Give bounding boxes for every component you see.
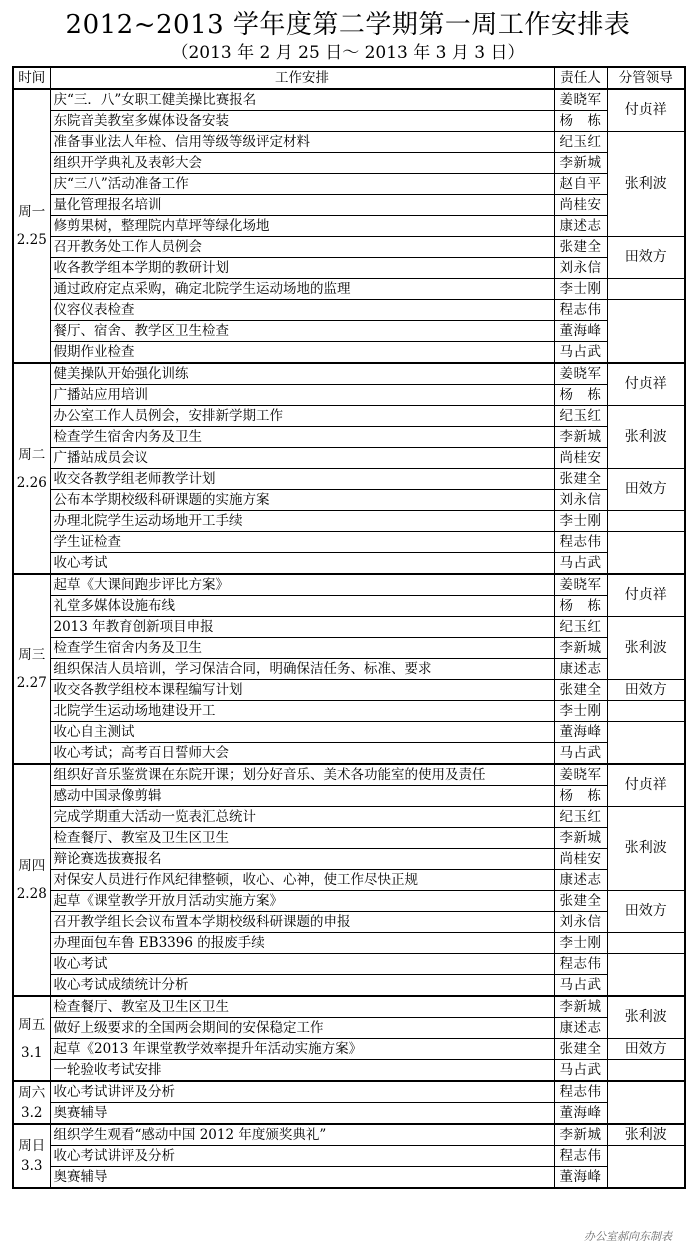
person-cell: 程志伟	[554, 1146, 607, 1167]
table-row	[13, 490, 685, 511]
leader-cell: 田效方	[607, 891, 685, 933]
person-cell: 马占武	[554, 975, 607, 997]
person-cell: 纪玉红	[554, 406, 607, 427]
task-cell: 收心考试讲评及分析	[50, 1081, 554, 1103]
table-row	[13, 1124, 685, 1146]
person-cell: 康述志	[554, 659, 607, 680]
person-cell: 李新城	[554, 828, 607, 849]
day-cell	[13, 1124, 50, 1188]
task-cell: 收心考试	[50, 553, 554, 575]
day-date: 3.1	[21, 1044, 43, 1061]
person-cell: 张建全	[554, 237, 607, 258]
table-row	[13, 111, 685, 132]
day-date: 2.28	[16, 886, 47, 902]
task-cell: 起草《大课间跑步评比方案》	[50, 574, 554, 596]
day-cell	[13, 89, 50, 363]
person-cell: 张建全	[554, 469, 607, 490]
task-cell: 起草《课堂教学开放月活动实施方案》	[50, 891, 554, 912]
task-cell: 办理面包车鲁 EB3396 的报废手续	[50, 933, 554, 954]
person-cell: 程志伟	[554, 532, 607, 553]
day-date: 2.27	[16, 675, 47, 691]
day-label: 周四	[18, 858, 46, 874]
person-cell: 李士刚	[554, 701, 607, 722]
table-row	[13, 321, 685, 342]
person-cell: 姜晓军	[554, 574, 607, 596]
person-cell: 杨 栋	[554, 385, 607, 406]
table-row	[13, 996, 685, 1018]
person-cell: 马占武	[554, 1060, 607, 1082]
table-row	[13, 574, 685, 596]
header-person: 责任人	[554, 67, 607, 89]
table-row	[13, 617, 685, 638]
person-cell: 董海峰	[554, 722, 607, 743]
table-row	[13, 195, 685, 216]
leader-cell	[607, 511, 685, 532]
leader-cell	[607, 1081, 685, 1124]
leader-cell: 张利波	[607, 1124, 685, 1146]
table-row	[13, 849, 685, 870]
task-cell: 收心自主测试	[50, 722, 554, 743]
task-cell: 收心考试；高考百日誓师大会	[50, 743, 554, 765]
day-cell	[13, 363, 50, 574]
task-cell: 组织好音乐鉴赏课在东院开课；划分好音乐、美术各功能室的使用及责任	[50, 764, 554, 786]
person-cell: 刘永信	[554, 490, 607, 511]
person-cell: 尚桂安	[554, 448, 607, 469]
task-cell: 庆“三．八”女职工健美操比赛报名	[50, 89, 554, 111]
table-header-row	[13, 67, 685, 89]
day-date: 3.2	[21, 1104, 43, 1121]
person-cell: 董海峰	[554, 1167, 607, 1189]
leader-cell: 张利波	[607, 406, 685, 469]
leader-cell: 田效方	[607, 237, 685, 279]
table-row	[13, 237, 685, 258]
task-cell: 收交各教学组校本课程编写计划	[50, 680, 554, 701]
day-date: 3.3	[21, 1158, 43, 1174]
person-cell: 康述志	[554, 216, 607, 237]
task-cell: 组织开学典礼及表彰大会	[50, 153, 554, 174]
leader-cell: 张利波	[607, 996, 685, 1039]
task-cell: 礼堂多媒体设施布线	[50, 596, 554, 617]
leader-cell: 付贞祥	[607, 764, 685, 807]
leader-cell	[607, 701, 685, 722]
table-row	[13, 300, 685, 321]
day-date: 2.25	[16, 232, 47, 248]
person-cell: 马占武	[554, 553, 607, 575]
header-task: 工作安排	[50, 67, 554, 89]
task-cell: 收心考试讲评及分析	[50, 1146, 554, 1167]
leader-cell	[607, 532, 685, 575]
table-row	[13, 532, 685, 553]
leader-cell	[607, 933, 685, 954]
task-cell: 健美操队开始强化训练	[50, 363, 554, 385]
task-cell: 东院音美教室多媒体设备安装	[50, 111, 554, 132]
task-cell: 检查学生宿舍内务及卫生	[50, 427, 554, 448]
table-row	[13, 722, 685, 743]
leader-cell	[607, 300, 685, 364]
person-cell: 姜晓军	[554, 764, 607, 786]
person-cell: 刘永信	[554, 912, 607, 933]
task-cell: 公布本学期校级科研课题的实施方案	[50, 490, 554, 511]
person-cell: 程志伟	[554, 954, 607, 975]
day-label: 周三	[18, 647, 46, 663]
task-cell: 做好上级要求的全国两会期间的安保稳定工作	[50, 1018, 554, 1039]
task-cell: 办理北院学生运动场地开工手续	[50, 511, 554, 532]
person-cell: 姜晓军	[554, 89, 607, 111]
task-cell: 修剪果树，整理院内草坪等绿化场地	[50, 216, 554, 237]
leader-cell: 付贞祥	[607, 89, 685, 132]
task-cell: 通过政府定点采购，确定北院学生运动场地的监理	[50, 279, 554, 300]
task-cell: 一轮验收考试安排	[50, 1060, 554, 1082]
person-cell: 刘永信	[554, 258, 607, 279]
day-cell	[13, 996, 50, 1081]
task-cell: 量化管理报名培训	[50, 195, 554, 216]
table-row	[13, 406, 685, 427]
leader-cell: 张利波	[607, 807, 685, 891]
table-row	[13, 596, 685, 617]
person-cell: 张建全	[554, 1039, 607, 1060]
task-cell: 起草《2013 年课堂教学效率提升年活动实施方案》	[50, 1039, 554, 1060]
person-cell: 李新城	[554, 427, 607, 448]
task-cell: 完成学期重大活动一览表汇总统计	[50, 807, 554, 828]
task-cell: 假期作业检查	[50, 342, 554, 364]
task-cell: 辩论赛选拔赛报名	[50, 849, 554, 870]
task-cell: 检查餐厅、教室及卫生区卫生	[50, 996, 554, 1018]
leader-cell: 张利波	[607, 617, 685, 680]
table-row	[13, 1039, 685, 1060]
task-cell: 奥赛辅导	[50, 1103, 554, 1125]
table-row	[13, 743, 685, 765]
person-cell: 张建全	[554, 891, 607, 912]
task-cell: 餐厅、宿舍、教学区卫生检查	[50, 321, 554, 342]
table-row	[13, 638, 685, 659]
leader-cell	[607, 722, 685, 765]
day-label: 周二	[18, 446, 46, 463]
table-row	[13, 363, 685, 385]
task-cell: 北院学生运动场地建设开工	[50, 701, 554, 722]
task-cell: 收各教学组本学期的教研计划	[50, 258, 554, 279]
table-row	[13, 132, 685, 153]
table-row	[13, 807, 685, 828]
task-cell: 准备事业法人年检、信用等级等级评定材料	[50, 132, 554, 153]
page-title: 2012~2013 学年度第二学期第一周工作安排表	[65, 10, 631, 40]
task-cell: 检查学生宿舍内务及卫生	[50, 638, 554, 659]
table-row	[13, 828, 685, 849]
table-row	[13, 786, 685, 807]
person-cell: 董海峰	[554, 321, 607, 342]
leader-cell	[607, 1060, 685, 1082]
table-row	[13, 1167, 685, 1189]
day-cell	[13, 764, 50, 996]
table-row	[13, 174, 685, 195]
table-row	[13, 933, 685, 954]
table-row	[13, 448, 685, 469]
task-cell: 广播站应用培训	[50, 385, 554, 406]
footer-note: 办公室郝向东制表	[584, 1230, 672, 1243]
person-cell: 马占武	[554, 743, 607, 765]
task-cell: 召开教学组长会议布置本学期校级科研课题的申报	[50, 912, 554, 933]
person-cell: 赵自平	[554, 174, 607, 195]
person-cell: 马占武	[554, 342, 607, 364]
header-time: 时间	[13, 67, 50, 89]
person-cell: 李士刚	[554, 511, 607, 532]
leader-cell: 付贞祥	[607, 363, 685, 406]
table-row	[13, 216, 685, 237]
task-cell: 庆“三八”活动准备工作	[50, 174, 554, 195]
table-row	[13, 1081, 685, 1103]
person-cell: 尚桂安	[554, 195, 607, 216]
leader-cell	[607, 279, 685, 300]
person-cell: 杨 栋	[554, 111, 607, 132]
table-row	[13, 89, 685, 111]
table-row	[13, 511, 685, 532]
task-cell: 组织学生观看“感动中国 2012 年度颁奖典礼”	[50, 1124, 554, 1146]
task-cell: 奥赛辅导	[50, 1167, 554, 1189]
table-row	[13, 258, 685, 279]
header-leader: 分管领导	[607, 67, 685, 89]
leader-cell	[607, 954, 685, 997]
table-row	[13, 891, 685, 912]
table-row	[13, 912, 685, 933]
day-cell	[13, 574, 50, 764]
person-cell: 程志伟	[554, 1081, 607, 1103]
person-cell: 李新城	[554, 996, 607, 1018]
person-cell: 李新城	[554, 153, 607, 174]
person-cell: 纪玉红	[554, 807, 607, 828]
table-row	[13, 1103, 685, 1125]
table-row	[13, 427, 685, 448]
day-date: 2.26	[16, 474, 47, 491]
task-cell: 感动中国录像剪辑	[50, 786, 554, 807]
schedule-body	[13, 89, 685, 1188]
table-row	[13, 469, 685, 490]
day-label: 周六	[18, 1084, 46, 1101]
task-cell: 收交各教学组老师教学计划	[50, 469, 554, 490]
day-label: 周五	[18, 1016, 46, 1033]
person-cell: 纪玉红	[554, 617, 607, 638]
table-row	[13, 385, 685, 406]
task-cell: 组织保洁人员培训，学习保洁合同，明确保洁任务、标准、要求	[50, 659, 554, 680]
table-row	[13, 954, 685, 975]
table-row	[13, 153, 685, 174]
table-row	[13, 680, 685, 701]
table-row	[13, 659, 685, 680]
person-cell: 李士刚	[554, 279, 607, 300]
page-subtitle: （2013 年 2 月 25 日～ 2013 年 3 月 3 日）	[171, 43, 525, 63]
table-row	[13, 870, 685, 891]
day-cell	[13, 1081, 50, 1124]
task-cell: 2013 年教育创新项目申报	[50, 617, 554, 638]
table-row	[13, 553, 685, 575]
table-row	[13, 764, 685, 786]
person-cell: 程志伟	[554, 300, 607, 321]
person-cell: 纪玉红	[554, 132, 607, 153]
day-label: 周一	[18, 204, 46, 220]
day-label: 周日	[18, 1138, 46, 1154]
person-cell: 李新城	[554, 1124, 607, 1146]
table-row	[13, 1060, 685, 1082]
leader-cell: 田效方	[607, 469, 685, 511]
task-cell: 召开教务处工作人员例会	[50, 237, 554, 258]
person-cell: 康述志	[554, 1018, 607, 1039]
table-row	[13, 342, 685, 364]
person-cell: 张建全	[554, 680, 607, 701]
task-cell: 办公室工作人员例会，安排新学期工作	[50, 406, 554, 427]
task-cell: 学生证检查	[50, 532, 554, 553]
person-cell: 李新城	[554, 638, 607, 659]
task-cell: 收心考试	[50, 954, 554, 975]
person-cell: 尚桂安	[554, 849, 607, 870]
person-cell: 康述志	[554, 870, 607, 891]
person-cell: 姜晓军	[554, 363, 607, 385]
leader-cell: 田效方	[607, 680, 685, 701]
schedule-table	[12, 66, 686, 1189]
table-row	[13, 1146, 685, 1167]
task-cell: 仪容仪表检查	[50, 300, 554, 321]
person-cell: 李士刚	[554, 933, 607, 954]
task-cell: 检查餐厅、教室及卫生区卫生	[50, 828, 554, 849]
person-cell: 杨 栋	[554, 596, 607, 617]
leader-cell	[607, 1146, 685, 1189]
table-row	[13, 279, 685, 300]
leader-cell: 张利波	[607, 132, 685, 237]
leader-cell: 付贞祥	[607, 574, 685, 617]
table-row	[13, 701, 685, 722]
leader-cell: 田效方	[607, 1039, 685, 1060]
task-cell: 广播站成员会议	[50, 448, 554, 469]
table-row	[13, 975, 685, 997]
task-cell: 对保安人员进行作风纪律整顿，收心、心神，使工作尽快正规	[50, 870, 554, 891]
task-cell: 收心考试成绩统计分析	[50, 975, 554, 997]
person-cell: 杨 栋	[554, 786, 607, 807]
person-cell: 董海峰	[554, 1103, 607, 1125]
table-row	[13, 1018, 685, 1039]
